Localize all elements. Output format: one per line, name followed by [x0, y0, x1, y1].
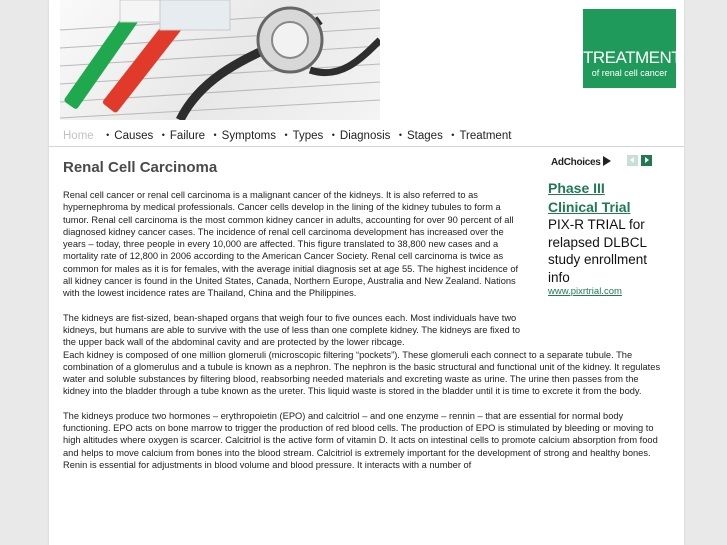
logo-title: TREATMENT [583, 48, 682, 67]
top-nav [49, 120, 684, 147]
bullet-icon: • [106, 130, 110, 140]
nav-item-label: Causes [114, 130, 154, 142]
nav-item-label: Diagnosis [339, 130, 391, 142]
bullet-icon: • [398, 130, 403, 140]
bullet-icon: • [161, 130, 165, 140]
nav-item-stages[interactable] [399, 130, 443, 142]
page [49, 0, 684, 545]
nav-item-label: Symptoms [221, 130, 276, 142]
bullet-icon: • [213, 130, 217, 140]
nav-item-label: Stages [407, 130, 443, 142]
ad-url-link[interactable]: www.pixrtrial.com [548, 286, 622, 297]
site-logo[interactable] [583, 9, 682, 88]
page-title: Renal Cell Carcinoma [63, 159, 218, 176]
nav-item-label: Home [63, 130, 94, 142]
nav-item-types[interactable] [284, 130, 323, 142]
adchoices-icon [603, 156, 611, 166]
article-paragraph-text: The kidneys are fist-sized, bean-shaped organs that weigh four to five ounces each. Most individuals have two kidneys, but humans are able to survive with the use of less than one complete kidney. The kidneys are fixed to the upper back wall of the abdominal cavity and are protected by the lower ribcage. [63, 312, 521, 348]
bullet-icon: • [451, 130, 455, 140]
nav-item-symptoms[interactable] [214, 130, 276, 142]
adchoices-label: AdChoices [551, 157, 601, 168]
ad-body-text: PIX-R TRIAL for relapsed DLBCL study enrollment info [548, 217, 648, 285]
ad-title-link[interactable]: Phase III Clinical Trial [548, 180, 631, 215]
nav-item-failure[interactable] [162, 130, 205, 142]
header [49, 0, 684, 120]
article-paragraph: The kidneys produce two hormones – erythropoietin (EPO) and calcitriol – and one enzyme – rennin – that are essential for normal body functioning. EPO acts on bone marrow to trigger the production of red blood cells. The production of EPO is stimulated by bleeding or moving to high altitudes where oxygen is scarcer. Calcitriol is the active form of vitamin D. It acts on intestinal cells to promote calcium absorption from food and helps to move calcium from bones into the blood stream. Calcitriol is extremely important for the development of strong and healthy bones. Renin is essential for adjustments in blood volume and blood pressure. It interacts with a number of [63, 410, 658, 470]
nav-item-diagnosis[interactable] [332, 130, 391, 142]
nav-item-causes[interactable] [106, 130, 153, 142]
ad-next-arrow-icon[interactable] [641, 155, 652, 166]
article-paragraph: Renal cell cancer or renal cell carcinoma is a malignant cancer of the kidneys. It is also referred to as hypernephroma by medical professionals. Cancer cells develop in the lining of the kidney tubules to form a tumor. Renal cell carcinoma is the most common kidney cancer in adults, accounting for over 90 percent of all diagnosed kidney cancer cases. The incidence of renal cell carcinoma development has increased over the years – today, three people in every 10,000 are affected. This figure translated to 38,800 new cases and a mortality rate of 12,800 in 2006 according to the American Cancer Society. Renal cell carcinoma is twice as common for males as it is for females, with the average initial diagnosis set at age 55. The highest incidence of all kidney cancer is found in the United States, Canada, Northern Europe, Australia and New Zealand. Nations with the lowest incidence rates are Thailand, China and the Philippines. [63, 190, 519, 299]
bullet-icon: • [331, 130, 335, 140]
adchoices-link[interactable] [551, 156, 611, 168]
nav-item-label: Treatment [459, 130, 512, 142]
logo-subtitle: of renal cell cancer [591, 68, 668, 78]
nav-item-home[interactable] [63, 130, 94, 142]
nav-item-label: Types [292, 130, 324, 142]
bullet-icon: • [284, 130, 288, 140]
hero-illustration [60, 0, 380, 120]
nav-item-treatment[interactable] [451, 130, 511, 142]
article-paragraph: Each kidney is composed of one million glomeruli (microscopic filtering “pockets”). These glomeruli each connect to a separate tubule. The combination of a glomerulus and a tubule is known as a nephron. The nephron is the basic structural and functional unit of the kidney. It regulates water and soluble substances by filtering blood, reabsorbing needed materials and excreting waste as urine. The urine then passes from the kidney into the bladder through a tube known as the ureter. This liquid waste is stored in the bladder until it is time to excrete it from the body. [63, 349, 661, 397]
hero-image [60, 0, 380, 120]
ad-prev-arrow-icon[interactable] [627, 155, 638, 166]
nav-item-label: Failure [169, 130, 206, 142]
article-paragraph [63, 312, 663, 349]
